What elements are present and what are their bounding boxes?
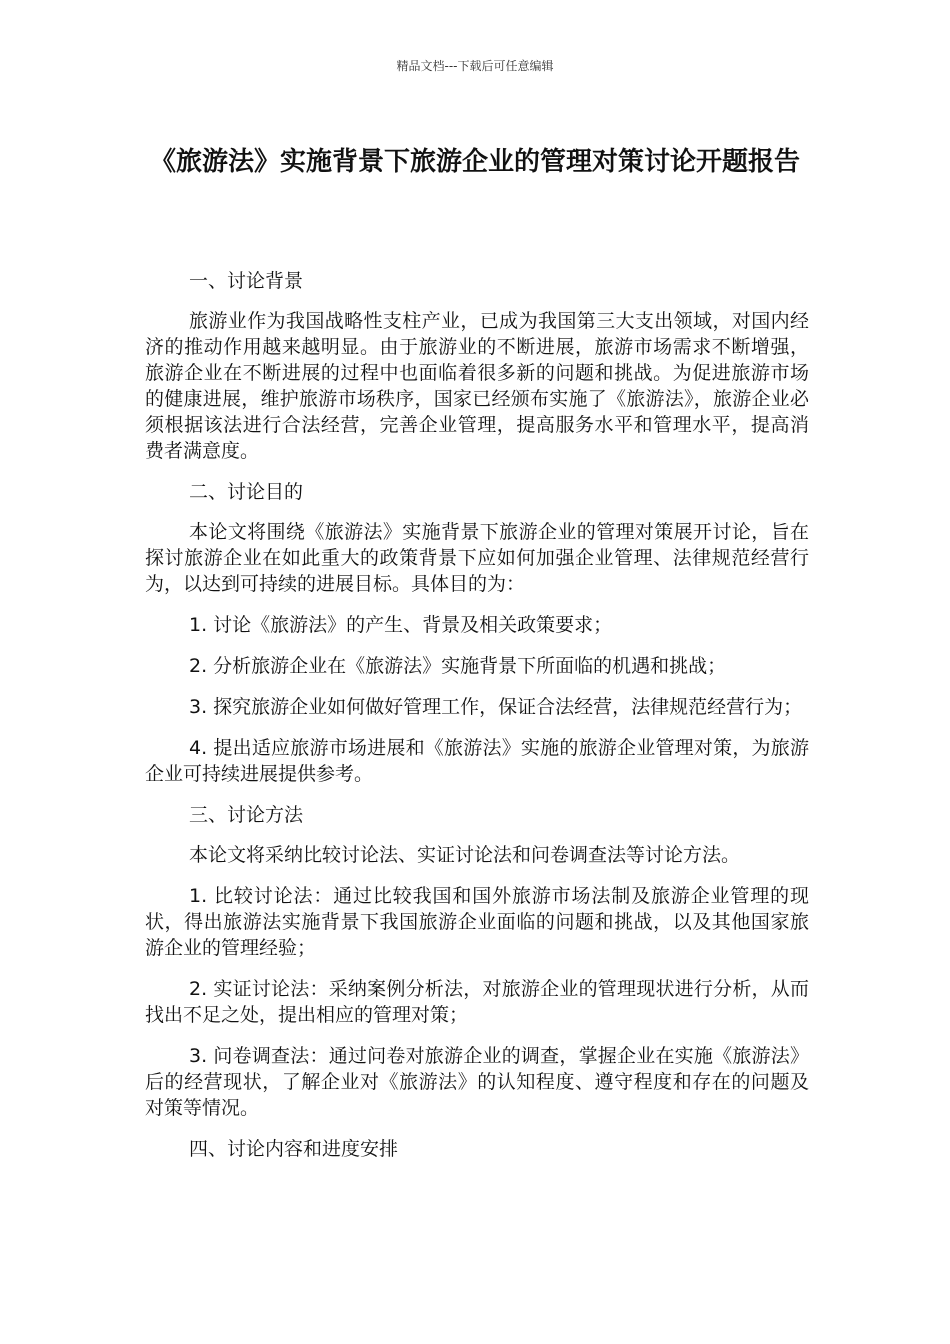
purpose-item-3: 3. 探究旅游企业如何做好管理工作，保证合法经营，法律规范经营行为； — [189, 696, 803, 718]
paragraph-method: 本论文将采纳比较讨论法、实证讨论法和问卷调查法等讨论方法。 — [189, 844, 741, 866]
document-body — [145, 268, 809, 1176]
purpose-item-4: 4. 提出适应旅游市场进展和《旅游法》实施的旅游企业管理对策，为旅游企业可持续进展提供参考。 — [145, 737, 809, 785]
section-heading-background: 一、讨论背景 — [189, 270, 304, 292]
method-item-2: 2. 实证讨论法：采纳案例分析法，对旅游企业的管理现状进行分析，从而找出不足之处，提出相应的管理对策； — [145, 978, 809, 1026]
section-heading-purpose: 二、讨论目的 — [189, 481, 304, 503]
header-note: 精品文档---下载后可任意编辑 — [396, 59, 554, 73]
purpose-item-2: 2. 分析旅游企业在《旅游法》实施背景下所面临的机遇和挑战； — [189, 655, 727, 677]
paragraph-background: 旅游业作为我国战略性支柱产业，已成为我国第三大支出领域，对国内经济的推动作用越来越明显。由于旅游业的不断进展，旅游市场需求不断增强，旅游企业在不断进展的过程中也面临着很多新的问题和挑战。为促进旅游市场的健康进展，维护旅游市场秩序，国家已经颁布实施了《旅游法》，旅游企业必须根据该法进行合法经营，完善企业管理，提高服务水平和管理水平，提高消费者满意度。 — [145, 310, 809, 462]
paragraph-purpose: 本论文将围绕《旅游法》实施背景下旅游企业的管理对策展开讨论，旨在探讨旅游企业在如此重大的政策背景下应如何加强企业管理、法律规范经营行为，以达到可持续的进展目标。具体目的为： — [145, 521, 809, 595]
section-heading-content-schedule: 四、讨论内容和进度安排 — [189, 1138, 399, 1160]
section-heading-method: 三、讨论方法 — [189, 804, 304, 826]
document-title: 《旅游法》实施背景下旅游企业的管理对策讨论开题报告 — [149, 147, 800, 177]
method-item-1: 1. 比较讨论法：通过比较我国和国外旅游市场法制及旅游企业管理的现状，得出旅游法实施背景下我国旅游企业面临的问题和挑战，以及其他国家旅游企业的管理经验； — [145, 885, 809, 959]
purpose-item-1: 1. 讨论《旅游法》的产生、背景及相关政策要求； — [189, 614, 613, 636]
method-item-3: 3. 问卷调查法：通过问卷对旅游企业的调查，掌握企业在实施《旅游法》后的经营现状，了解企业对《旅游法》的认知程度、遵守程度和存在的问题及对策等情况。 — [145, 1045, 809, 1119]
